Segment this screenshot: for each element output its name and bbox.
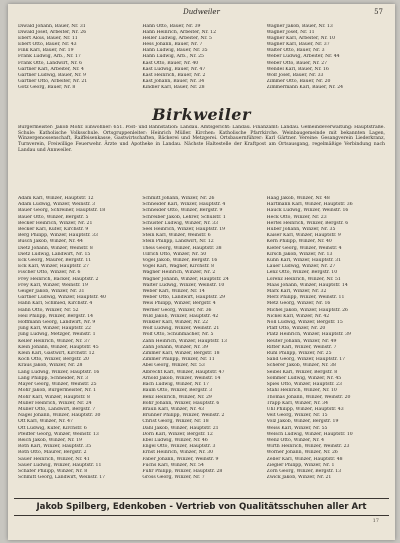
directory-entry: Gärtner Otto, Arbeiter, Nr. 21 bbox=[18, 78, 88, 84]
directory-entry: Lang Philipp, Schneider, Nr. 3 bbox=[18, 375, 89, 381]
directory-entry: Fink Karl, Bauer, Nr. 19 bbox=[18, 48, 74, 54]
directory-entry: Volz Jakob, Winzer, Bergstr. 19 bbox=[266, 419, 339, 425]
directory-entry: Geiger Jakob, Winzer, Nr. 31 bbox=[18, 289, 85, 295]
directory-entry: Gärtner Ludwig, Winzer, Hauptstr. 40 bbox=[18, 295, 106, 301]
directory-entry: Hahn Ludwig, Arb., Nr. 25 bbox=[142, 54, 204, 60]
directory-entry: Eck Karl, Winzer, Hauptstr. 27 bbox=[18, 264, 89, 270]
directory-entry: Merz Philipp, Winzer, Weinstr. 11 bbox=[266, 295, 345, 301]
directory-entry: Lang Ludwig, Winzer, Hauptstr. 16 bbox=[18, 369, 100, 375]
directory-entry: Uhl Philipp, Winzer, Hauptstr. 43 bbox=[266, 406, 344, 412]
directory-entry: Reich Jakob, Winzer, Nr. 19 bbox=[18, 437, 82, 443]
directory-entry: Wagner Karl, Bauer, Nr. 37 bbox=[266, 42, 330, 48]
directory-entry: Weiss Karl, Winzer, Nr. 55 bbox=[266, 425, 328, 431]
directory-entry: Benz Heinrich, Winzer, Nr. 29 bbox=[142, 394, 212, 400]
directory-entry: Kindler Karl, Bauer, Nr. 28 bbox=[142, 84, 205, 90]
directory-entry: Engel Otto, Winzer, Hauptstr. 3 bbox=[142, 444, 216, 450]
directory-entry: Zahn Johann, Winzer, Nr. 39 bbox=[142, 344, 209, 350]
directory-entry: Trapp Karl, Winzer, Nr. 34 bbox=[266, 400, 329, 406]
directory-entry: Kast Otto, Bauer, Nr. 40 bbox=[142, 60, 199, 66]
directory-entry: Schneider Otto, Winzer, Bergstr. 9 bbox=[142, 208, 223, 214]
directory-entry: Roth Otto, Maurer, Bergstr. 2 bbox=[18, 450, 87, 456]
directory-entry: Weber Otto, Bauer, Nr. 27 bbox=[266, 60, 328, 66]
directory-entry: Pfeiffer Georg, Winzer, Weinstr. 13 bbox=[18, 431, 99, 437]
directory-entry: Sommer Ludwig, Winzer, Nr. 45 bbox=[266, 375, 342, 381]
entry-column bbox=[142, 196, 260, 496]
directory-entry: Fuchs Karl, Winzer, Nr. 54 bbox=[142, 462, 204, 468]
directory-entry: Stein Karl, Winzer, Weinstr. 6 bbox=[142, 233, 211, 239]
directory-entry: Baum Otto, Winzer, Bergstr. 3 bbox=[142, 388, 213, 394]
directory-entry: Dietz Ludwig, Landwirt, Nr. 15 bbox=[18, 251, 91, 257]
directory-entry: Wolf Ludwig, Winzer, Weinstr. 21 bbox=[142, 326, 220, 332]
directory-entry: Seibel Karl, Winzer, Bergstr. 8 bbox=[266, 369, 338, 375]
directory-entry: Kirsch Jakob, Winzer, Nr. 13 bbox=[266, 251, 333, 257]
directory-entry: Platz Heinrich, Winzer, Hauptstr. 39 bbox=[266, 332, 351, 338]
directory-entry: Schuster Ludwig, Winzer, Nr. 33 bbox=[142, 220, 219, 226]
directory-entry: Ullrich Otto, Winzer, Nr. 50 bbox=[142, 251, 207, 257]
directory-entry: Wagner Josef, Nr. 11 bbox=[266, 30, 315, 36]
directory-entry: Berg Philipp, Winzer, Hauptstr. 33 bbox=[18, 233, 98, 239]
directory-entry: Huber Johann, Winzer, Nr. 35 bbox=[266, 227, 336, 233]
directory-entry: Müller Heinrich, Winzer, Nr. 24 bbox=[18, 400, 92, 406]
directory-entry: Nickel Karl, Winzer, Nr. 42 bbox=[266, 313, 330, 319]
directory-entry: Keller Heinrich, Winzer, Nr. 37 bbox=[18, 338, 90, 344]
directory-entry: Pfaff Otto, Winzer, Nr. 20 bbox=[266, 326, 326, 332]
directory-entry: Hahn Otto, Bauer, Nr. 39 bbox=[142, 24, 201, 29]
directory-entry: Kiefer Georg, Winzer, Weinstr. 4 bbox=[266, 245, 342, 251]
directory-entry: Kast Johann, Bauer, Nr. 34 bbox=[142, 78, 205, 84]
directory-entry: Koch Otto, Winzer, Bergstr. 20 bbox=[18, 357, 89, 363]
directory-entry: Fuhr Philipp, Winzer, Hauptstr. 28 bbox=[142, 468, 223, 474]
directory-entry: Walter Otto, Bauer, Nr. 3 bbox=[266, 48, 325, 54]
directory-entry: Theis Georg, Winzer, Hauptstr. 38 bbox=[142, 245, 222, 251]
directory-entry: Bauer Georg, Schreiner, Hauptstr. 18 bbox=[18, 208, 106, 214]
directory-entry: Lorenz Heinrich, Winzer, Nr. 51 bbox=[266, 276, 341, 282]
directory-entry: Vogel Karl, Wagner, Kirchstr. 8 bbox=[142, 264, 214, 270]
directory-entry: Frank Ludwig, Arb., Nr. 17 bbox=[18, 54, 81, 60]
directory-entry: Kühn Karl, Winzer, Hauptstr. 31 bbox=[266, 258, 342, 264]
directory-entry: Noll Ludwig, Winzer, Bergstr. 15 bbox=[266, 320, 343, 326]
directory-entry: Schmitt Johann, Winzer, Nr. 26 bbox=[142, 196, 215, 201]
directory-entry: Kern Philipp, Winzer, Nr. 40 bbox=[266, 239, 332, 245]
directory-entry: Walter Ludwig, Winzer, Weinstr. 10 bbox=[142, 282, 225, 288]
directory-entry: Nagel Johann, Winzer, Hauptstr. 30 bbox=[18, 413, 101, 419]
resident-entries bbox=[18, 196, 385, 496]
directory-entry: Weber Otto, Landwirt, Hauptstr. 29 bbox=[142, 295, 226, 301]
directory-entry: Sand Georg, Winzer, Hauptstr. 17 bbox=[266, 357, 346, 363]
directory-entry: Becker Karl, Küfer, Kirchstr. 9 bbox=[18, 227, 89, 233]
directory-entry: Frank Otto, Landwirt, Nr. 6 bbox=[18, 60, 83, 66]
directory-entry: Kast Ludwig, Bauer, Nr. 47 bbox=[142, 66, 206, 72]
directory-entry: Roth Karl, Winzer, Hauptstr. 35 bbox=[18, 444, 92, 450]
directory-entry: Gärtner Ludwig, Bauer, Nr. 9 bbox=[18, 72, 86, 78]
directory-entry: Welsch Ludwig, Winzer, Hauptstr. 10 bbox=[266, 431, 353, 437]
directory-entry: Weber Ludwig, Arbeiter, Nr. 44 bbox=[266, 54, 340, 60]
directory-entry: Heller Ludwig, Arbeiter, Nr. 5 bbox=[142, 36, 212, 42]
directory-entry: Weber Karl, Winzer, Nr. 14 bbox=[142, 289, 205, 295]
directory-entry: Becker Heinrich, Winzer, Nr. 21 bbox=[18, 220, 93, 226]
directory-entry: Wagner Karl, Arbeiter, Nr. 10 bbox=[266, 36, 336, 42]
entry-column bbox=[142, 24, 260, 104]
directory-entry: Faber Johann, Winzer, Weinstr. 9 bbox=[142, 456, 219, 462]
directory-entry: Zimmer Otto, Bauer, Nr. 20 bbox=[266, 78, 331, 84]
directory-entry: Rühl Philipp, Winzer, Nr. 25 bbox=[266, 351, 332, 357]
directory-entry: Mohr Karl, Winzer, Hauptstr. 8 bbox=[18, 394, 90, 400]
entry-column bbox=[18, 24, 136, 104]
directory-entry: Albrecht Karl, Winzer, Hauptstr. 47 bbox=[142, 369, 225, 375]
directory-entry: Zimmer Philipp, Winzer, Nr. 11 bbox=[142, 357, 215, 363]
town-heading: Birkweiler bbox=[152, 105, 251, 124]
directory-entry: Werner Georg, Winzer, Nr. 36 bbox=[142, 307, 212, 313]
directory-entry: Eck Georg, Maurer, Bergstr. 11 bbox=[18, 258, 92, 264]
directory-entry: Mohr Jakob, Bürgermeister, Nr. 1 bbox=[18, 388, 97, 394]
directory-entry: Jung Karl, Winzer, Hauptstr. 22 bbox=[18, 326, 91, 332]
directory-entry: Zeller Karl, Winzer, Hauptstr. 48 bbox=[266, 456, 343, 462]
directory-entry: Diwald Johann, Bauer, Nr. 31 bbox=[18, 24, 86, 29]
directory-entry: Hauck Ludwig, Winzer, Weinstr. 16 bbox=[266, 208, 349, 214]
directory-entry: Schreiber Jakob, Lehrer, Schulstr. 1 bbox=[142, 214, 226, 220]
directory-entry: Wendel Karl, Bauer, Nr. 16 bbox=[266, 66, 329, 72]
directory-entry: Hartmann Karl, Winzer, Hauptstr. 36 bbox=[266, 202, 353, 208]
directory-entry: Ernst Heinrich, Winzer, Nr. 30 bbox=[142, 450, 214, 456]
directory-entry: Ebert Alois, Bauer, Nr. 11 bbox=[18, 36, 78, 42]
directory-entry: Sauer Heinrich, Winzer, Nr. 41 bbox=[18, 456, 90, 462]
directory-entry: Haag Jakob, Winzer, Nr. 48 bbox=[266, 196, 330, 201]
directory-entry: Metz Georg, Winzer, Nr. 16 bbox=[266, 301, 331, 307]
directory-entry: Ziegler Philipp, Winzer, Nr. 1 bbox=[266, 462, 335, 468]
directory-entry: Hahn Karl, Schmied, Kirchstr. 4 bbox=[18, 301, 93, 307]
directory-entry: Dietz Johann, Winzer, Weinstr. 8 bbox=[18, 245, 93, 251]
directory-entry: Götz Georg, Bauer, Nr. 8 bbox=[18, 84, 76, 90]
directory-entry: Kraus Jakob, Winzer, Nr. 28 bbox=[18, 363, 83, 369]
directory-entry: Bauer Otto, Winzer, Bergstr. 5 bbox=[18, 214, 89, 220]
entry-column bbox=[267, 196, 385, 496]
directory-entry: Klein Johann, Winzer, Hauptstr. 45 bbox=[18, 344, 99, 350]
directory-entry: Seel Heinrich, Winzer, Hauptstr. 19 bbox=[142, 227, 226, 233]
directory-entry: Mayer Georg, Winzer, Weinstr. 25 bbox=[18, 382, 97, 388]
directory-entry: Frey Heinrich, Bäcker, Hauptstr. 2 bbox=[18, 276, 99, 282]
directory-entry: Christ Georg, Winzer, Nr. 18 bbox=[142, 419, 209, 425]
directory-entry: Zahn Heinrich, Winzer, Hauptstr. 13 bbox=[142, 338, 227, 344]
directory-entry: Hahn Ludwig, Bauer, Nr. 35 bbox=[142, 48, 208, 54]
directory-entry: Adam Ludwig, Winzer, Weinstr. 3 bbox=[18, 202, 96, 208]
directory-entry: Adam Karl, Winzer, Hauptstr. 12 bbox=[18, 196, 94, 201]
directory-entry: Heck Otto, Winzer, Nr. 23 bbox=[266, 214, 327, 220]
directory-entry: Sauer Ludwig, Winzer, Hauptstr. 11 bbox=[18, 462, 102, 468]
directory-entry: Scherer Jakob, Winzer, Nr. 38 bbox=[266, 363, 336, 369]
running-head bbox=[8, 8, 395, 22]
directory-entry: Wagner Jakob, Bauer, Nr. 13 bbox=[266, 24, 333, 29]
directory-entry: Hertel Heinrich, Winzer, Bergstr. 6 bbox=[266, 220, 349, 226]
directory-entry: Ebert Otto, Bauer, Nr. 43 bbox=[18, 42, 77, 48]
directory-entry: Ritter Karl, Winzer, Weinstr. 7 bbox=[266, 344, 337, 350]
directory-entry: Weis Philipp, Winzer, Bergstr. 4 bbox=[142, 301, 216, 307]
directory-entry: Vogel Jakob, Winzer, Bergstr. 16 bbox=[142, 258, 218, 264]
directory-entry: Bohr Johann, Winzer, Hauptstr. 6 bbox=[142, 400, 220, 406]
directory-entry: Stein Philipp, Landwirt, Nr. 12 bbox=[142, 239, 214, 245]
directory-entry: Hess Johann, Bauer, Nr. 7 bbox=[142, 42, 203, 48]
directory-entry: Frey Karl, Winzer, Weinstr. 19 bbox=[18, 282, 88, 288]
directory-entry: Kast Heinrich, Bauer, Nr. 2 bbox=[142, 72, 206, 78]
directory-entry: Wenz Otto, Winzer, Nr. 4 bbox=[266, 437, 325, 443]
directory-entry: Hahn Otto, Winzer, Nr. 52 bbox=[18, 307, 79, 313]
directory-entry: Lauer Ludwig, Winzer, Nr. 27 bbox=[266, 264, 336, 270]
directory-entry: Wagner Heinrich, Winzer, Nr. 2 bbox=[142, 270, 216, 276]
directory-entry: Lenz Otto, Winzer, Bergstr. 10 bbox=[266, 270, 338, 276]
directory-entry: Wörner Johann, Winzer, Nr. 26 bbox=[266, 450, 338, 456]
directory-entry: Heil Philipp, Winzer, Bergstr. 14 bbox=[18, 313, 94, 319]
directory-entry: Wolf Otto, Schuhmacher, Nr. 5 bbox=[142, 332, 214, 338]
directory-entry: Kaiser Karl, Winzer, Hauptstr. 9 bbox=[266, 233, 341, 239]
directory-entry: Veit Georg, Winzer, Nr. 15 bbox=[266, 413, 328, 419]
directory-entry: Busch Jakob, Winzer, Nr. 44 bbox=[18, 239, 83, 245]
directory-entry: Marx Karl, Winzer, Nr. 32 bbox=[266, 289, 327, 295]
directory-entry: Zwick Jakob, Winzer, Nr. 21 bbox=[266, 475, 332, 481]
directory-entry: Brunner Philipp, Winzer, Weinstr. 2 bbox=[142, 413, 225, 419]
directory-entry: Winkler Karl, Winzer, Nr. 22 bbox=[142, 320, 209, 326]
directory-entry: Braun Karl, Winzer, Nr. 43 bbox=[142, 406, 205, 412]
directory-entry: Gärtner Karl, Arbeiter, Nr. 4 bbox=[18, 66, 84, 72]
footnote: 17 bbox=[372, 518, 379, 524]
directory-entry: Ebel Ludwig, Winzer, Nr. 46 bbox=[142, 437, 208, 443]
directory-entry: Dahl Jakob, Winzer, Hauptstr. 21 bbox=[142, 425, 219, 431]
directory-entry: Reuter Johann, Winzer, Nr. 49 bbox=[266, 338, 337, 344]
running-head-title: Dudweiler bbox=[183, 8, 220, 16]
directory-entry: Klein Karl, Gastwirt, Kirchstr. 12 bbox=[18, 351, 95, 357]
directory-entry: Hahn Heinrich, Arbeiter, Nr. 12 bbox=[142, 30, 217, 36]
directory-page bbox=[8, 4, 395, 540]
directory-entry: Bach Ludwig, Winzer, Nr. 17 bbox=[142, 382, 209, 388]
directory-entry: Wirth Heinrich, Winzer, Weinstr. 23 bbox=[266, 444, 350, 450]
directory-entry: Jung Ludwig, Metzger, Weinstr. 1 bbox=[18, 332, 96, 338]
directory-entry: Zorn Georg, Winzer, Bergstr. 13 bbox=[266, 468, 342, 474]
directory-entry: Thomas Johann, Winzer, Weinstr. 20 bbox=[266, 394, 351, 400]
directory-entry: Hoffmann Georg, Landwirt, Nr. 9 bbox=[18, 320, 96, 326]
directory-entry: Diwald Josef, Arbeiter, Nr. 26 bbox=[18, 30, 87, 36]
town-intro-paragraph: Bürgermeister: Jakob Mohr. Einwohner: 651. Post- und Bahnstation: Landau. Amtsgericht: Landau. Finanzamt: Landau. Gemeindeverwaltung: Hauptstraße. Schule: Katholische Volksschule. Ortsgruppenleiter: Heinrich Müller. Kirchen: Katholische Pfarrkirche. Weinbaugemeinde mit bekannten Lagen, Winzergenossenschaft, Raiffeisenkasse, Gastwirtschaften, Bäckerei und Metzgerei. Ortsbauernführer: Karl Gärtner. Vereine: Gesangverein Liederkranz, Turnverein, Freiwillige Feuerwehr. Ärzte und Apotheke in Landau. Nächste Haltestelle der Kraftpost am Ortsausgang, regelmäßige Verbindung nach Landau und Annweiler. bbox=[18, 125, 385, 153]
page-number: 57 bbox=[374, 8, 383, 16]
directory-entry: Fischer Otto, Winzer, Nr. 6 bbox=[18, 270, 81, 276]
directory-entry: Abel Georg, Winzer, Nr. 53 bbox=[142, 363, 205, 369]
directory-entry: Michel Jakob, Winzer, Hauptstr. 26 bbox=[266, 307, 348, 313]
directory-entry: Arnold Jakob, Winzer, Weinstr. 14 bbox=[142, 375, 221, 381]
directory-entry: Zimmermann Karl, Bauer, Nr. 24 bbox=[266, 84, 344, 90]
directory-entry: Gross Georg, Winzer, Nr. 7 bbox=[142, 475, 205, 481]
directory-entry: Stahl Heinrich, Winzer, Nr. 10 bbox=[266, 388, 337, 394]
directory-entry: Dorn Karl, Winzer, Bergstr. 12 bbox=[142, 431, 213, 437]
previous-town-entries bbox=[18, 24, 385, 104]
advertisement-banner: Jakob Spilberg, Edenkoben - Vertrieb von Qualitätsschuhen aller Art bbox=[14, 498, 389, 516]
directory-entry: Wild Jakob, Winzer, Hauptstr. 42 bbox=[142, 313, 219, 319]
directory-entry: Schmitt Georg, Landwirt, Weinstr. 17 bbox=[18, 475, 106, 481]
directory-entry: Wagner Johann, Winzer, Hauptstr. 24 bbox=[142, 276, 229, 282]
entry-column bbox=[18, 196, 136, 496]
directory-entry: Schäfer Philipp, Winzer, Nr. 8 bbox=[18, 468, 88, 474]
directory-entry: Wolf Josef, Bauer, Nr. 33 bbox=[266, 72, 324, 78]
directory-entry: Maas Johann, Winzer, Hauptstr. 14 bbox=[266, 282, 348, 288]
directory-entry: Ott Karl, Winzer, Nr. 47 bbox=[18, 419, 73, 425]
directory-entry: Spies Otto, Winzer, Hauptstr. 23 bbox=[266, 382, 342, 388]
entry-column bbox=[267, 24, 385, 104]
directory-entry: Schneider Karl, Winzer, Hauptstr. 4 bbox=[142, 202, 226, 208]
directory-entry: Müller Otto, Landwirt, Bergstr. 7 bbox=[18, 406, 96, 412]
directory-entry: Zimmer Karl, Winzer, Bergstr. 18 bbox=[142, 351, 220, 357]
directory-entry: Ott Ludwig, Küfer, Kirchstr. 6 bbox=[18, 425, 87, 431]
